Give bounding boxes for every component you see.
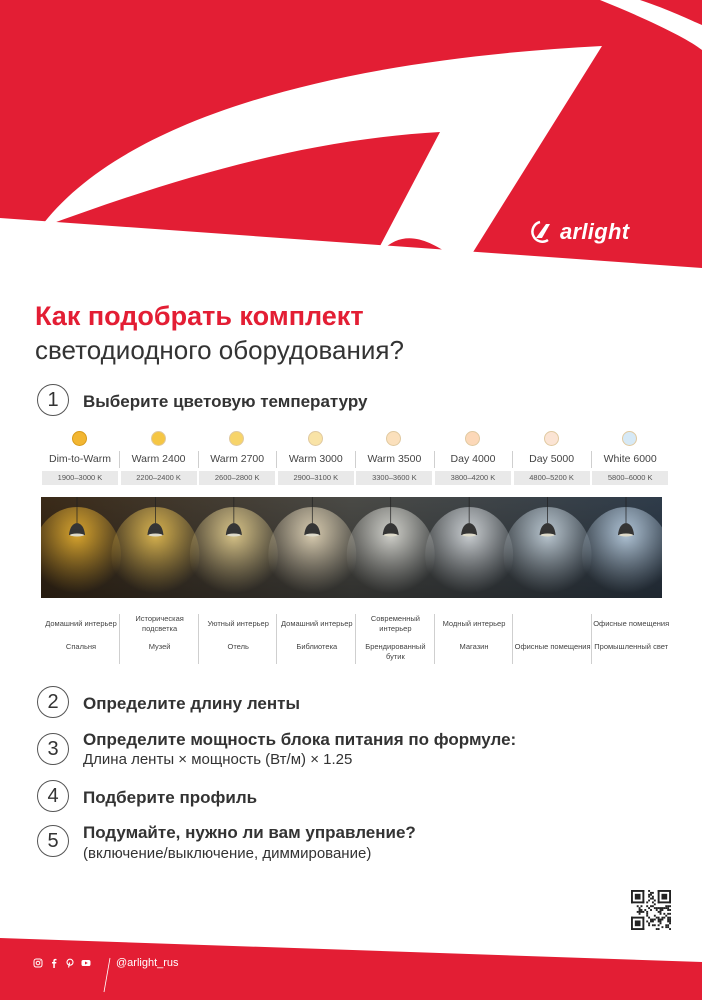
step-title-4: Подберите профиль [83,788,258,807]
temp-swatch [151,431,166,446]
use-case-interior: Домашний интерьер [281,619,353,628]
temp-range: 3800–4200 K [435,471,511,485]
divider [591,614,592,664]
use-case [199,612,277,668]
temp-swatch [308,431,323,446]
temp-name: Warm 2400 [131,453,186,465]
temp-swatch [72,431,87,446]
temp-swatch [622,431,637,446]
pinterest-icon[interactable] [65,958,75,968]
use-case [278,612,356,668]
temp-option [121,428,197,486]
temp-swatch [544,431,559,446]
footer-band [0,900,702,1000]
temp-range: 3300–3600 K [356,471,432,485]
use-case-place: Магазин [459,642,489,651]
use-case-place: Брендированный бутик [365,642,426,661]
temp-option [514,428,590,486]
divider [276,614,277,664]
instagram-icon[interactable] [33,958,43,968]
use-case-interior [514,612,592,636]
divider [198,451,199,468]
temp-option [199,428,275,486]
facebook-icon[interactable] [49,958,59,968]
divider [434,614,435,664]
divider [434,451,435,468]
page-subtitle: светодиодного оборудования? [35,335,404,365]
use-case [514,612,592,668]
use-case [592,612,670,668]
use-case-place: Музей [148,642,171,651]
divider [276,451,277,468]
temp-swatch [386,431,401,446]
temp-swatch [229,431,244,446]
step-number-2: 2 [37,686,69,718]
temp-name: Warm 2700 [210,453,265,465]
use-case-interior: Модный интерьер [442,619,506,628]
temp-name: White 6000 [603,453,657,465]
temp-range: 1900–3000 K [42,471,118,485]
use-case [356,612,434,668]
step-title-3: Определите мощность блока питания по формуле: [83,730,517,749]
temp-option [42,428,118,486]
lighting-photo-strip [41,497,662,598]
youtube-icon[interactable] [81,958,91,968]
step-title-5: Подумайте, нужно ли вам управление? [83,823,416,842]
use-case [435,612,513,668]
use-case-place: Офисные помещения [514,642,591,651]
divider [512,614,513,664]
temp-option [356,428,432,486]
temp-name: Day 4000 [450,453,496,465]
use-case-interior: Историческая подсветка [135,614,184,633]
brand-logo [526,219,629,245]
divider [355,451,356,468]
divider [355,614,356,664]
divider [119,451,120,468]
temp-option [435,428,511,486]
use-case-place: Спальня [65,642,97,651]
step-number-4: 4 [37,780,69,812]
temp-name: Day 5000 [529,453,575,465]
use-case-place: Промышленный свет [594,642,669,651]
divider [119,614,120,664]
page-title: Как подобрать комплект [35,301,364,331]
use-case-place: Библиотека [296,642,338,651]
step-formula: Длина ленты × мощность (Вт/м) × 1.25 [83,751,353,768]
divider [198,614,199,664]
step-number-5: 5 [37,825,69,857]
step-number-3: 3 [37,733,69,765]
temp-name: Warm 3000 [288,453,343,465]
step-title-2: Определите длину ленты [83,694,300,713]
social-handle[interactable]: @arlight_rus [116,957,179,969]
temp-range: 2200–2400 K [121,471,197,485]
temp-range: 4800–5200 K [514,471,590,485]
temp-range: 2900–3100 K [278,471,354,485]
step-number-1: 1 [37,384,69,416]
divider [591,451,592,468]
step-title-1: Выберите цветовую температуру [83,392,368,411]
step-note: (включение/выключение, диммирование) [83,845,372,862]
use-case-place: Отель [227,642,249,651]
arlight-logo-icon [526,220,556,244]
use-case-interior: Современный интерьер [370,614,420,633]
use-case [42,612,120,668]
temp-range: 5800–6000 K [592,471,668,485]
temp-name: Warm 3500 [367,453,422,465]
use-case-interior: Домашний интерьер [45,619,117,628]
temp-option [592,428,668,486]
social-links [33,958,91,968]
temp-range: 2600–2800 K [199,471,275,485]
divider [512,451,513,468]
use-case [121,612,199,668]
use-case-interior: Офисные помещения [593,619,670,628]
brand-name: arlight [560,219,630,244]
use-case-interior: Уютный интерьер [207,619,269,628]
temp-swatch [465,431,480,446]
temp-option [278,428,354,486]
hero-banner [0,0,702,300]
temp-name: Dim-to-Warm [48,453,111,465]
